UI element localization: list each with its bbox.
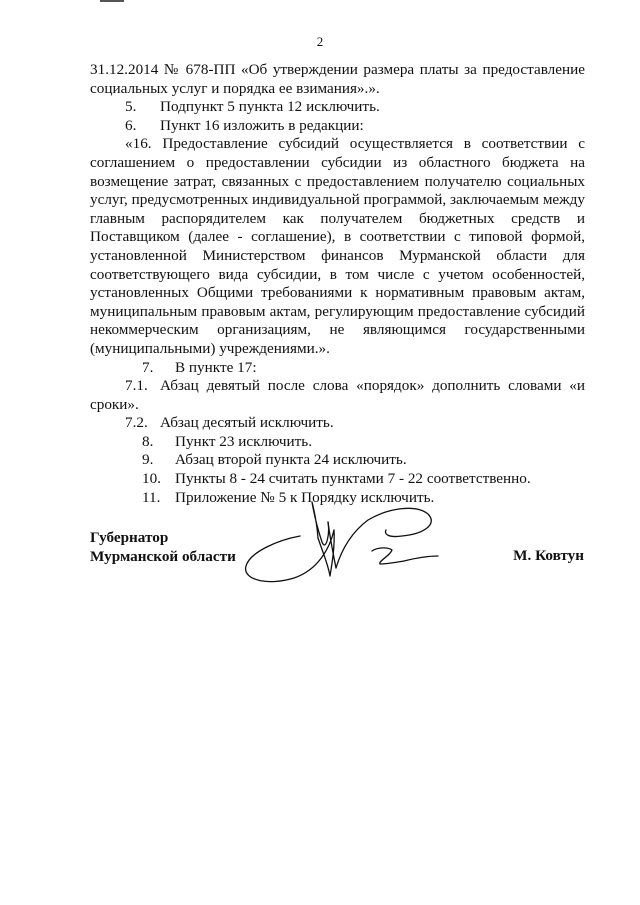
item-number: 6. [125, 116, 137, 134]
signatory-title [90, 528, 236, 566]
item-text: Подпункт 5 пункта 12 исключить. [160, 98, 380, 116]
quote-line: муниципальным правовым актам, регулирующим предоставление субсидий [90, 302, 585, 320]
item-number: 11. [142, 488, 161, 506]
text-line: социальных услуг и порядка ее взимания».». [90, 79, 380, 97]
item-number: 7.2. [125, 414, 148, 432]
text-line: сроки». [90, 395, 139, 413]
list-item [90, 117, 585, 136]
quote-line: «16. Предоставление субсидий осуществляется в соответствии с [125, 135, 585, 153]
list-item [90, 359, 585, 378]
signatory-title-line: Губернатор [90, 529, 169, 546]
page-number: 2 [316, 34, 324, 49]
item-number: 5. [125, 98, 137, 116]
item-number: 7. [142, 358, 154, 376]
item-number: 8. [142, 432, 154, 450]
list-item [90, 414, 585, 433]
quote-line: (муниципальными) учреждениями.». [90, 339, 330, 357]
item-text: Абзац девятый после слова «порядок» дополнить словами «и [160, 377, 585, 395]
item-text: В пункте 17: [175, 358, 257, 376]
item-text: Пункт 16 изложить в редакции: [160, 116, 364, 134]
quote-line: некоммерческим организациям, не являющимся государственными [90, 321, 585, 339]
item-text: Пункт 23 исключить. [175, 432, 313, 450]
list-item [90, 470, 585, 489]
item-text: Абзац второй пункта 24 исключить. [175, 451, 407, 469]
quote-line: Поставщиком (далее - соглашение), в соответствии с типовой формой, [90, 228, 585, 246]
handwritten-signature [238, 494, 458, 594]
list-item [90, 98, 585, 117]
item-text: Абзац десятый исключить. [160, 414, 334, 432]
quote-line: услуг, предусмотренных индивидуальной программой, заключаемым между [90, 191, 585, 209]
item-text: Пункты 8 - 24 считать пунктами 7 - 22 соответственно. [175, 470, 531, 488]
quote-line: соглашением о предоставлении субсидии из областного бюджета на [90, 153, 585, 171]
quote-line: возмещение затрат, связанных с предоставлением получателю социальных [90, 172, 585, 190]
item-number: 7.1. [125, 377, 148, 395]
list-item [90, 451, 585, 470]
item-number: 9. [142, 451, 154, 469]
list-item [90, 433, 585, 452]
list-item [90, 377, 585, 396]
quote-line: соответствующего вида субсидии, в том числе с учетом особенностей, [90, 265, 585, 283]
item-text: Приложение № 5 к Порядку исключить. [175, 488, 435, 506]
quote-line: установленных Общими требованиями к нормативным правовым актам, [90, 284, 585, 302]
signatory-title-line: Мурманской области [90, 548, 236, 565]
text-line: 31.12.2014 № 678-ПП «Об утверждении размера платы за предоставление [90, 61, 585, 78]
quote-line: установленной Министерством финансов Мурманской области для [90, 246, 585, 264]
top-edge-mark [100, 0, 124, 2]
document-body [90, 61, 585, 507]
quote-line: главным распорядителем как получателем бюджетных средств и [90, 209, 585, 227]
signatory-name: М. Ковтун [513, 547, 584, 564]
item-number: 10. [142, 470, 161, 488]
